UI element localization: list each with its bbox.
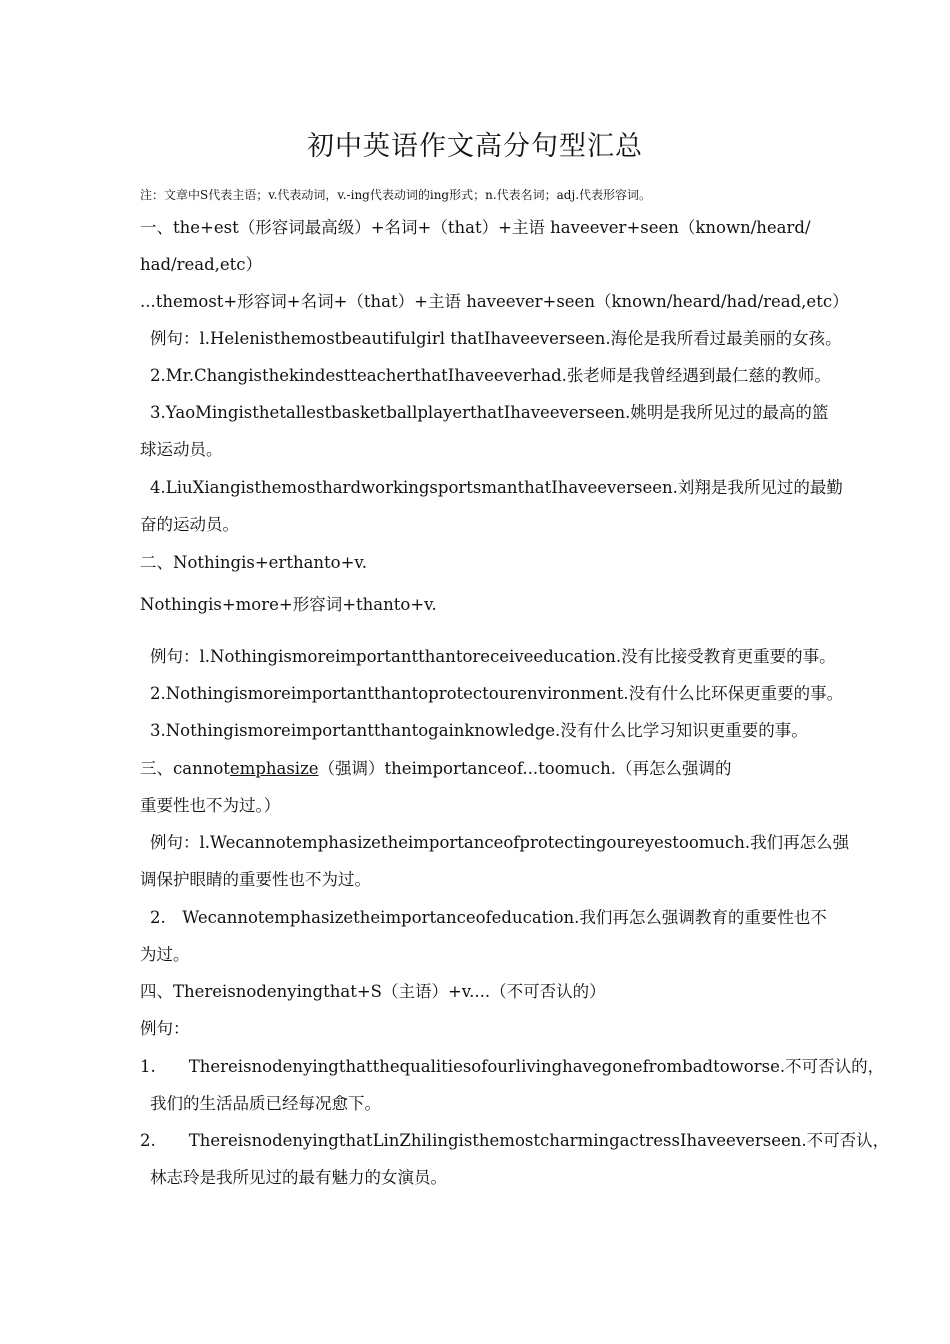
section-1-example-4: 4.LiuXiangisthemosthardworkingsportsmanthatIhaveeverseen.刘翔是我所见过的最勤 <box>150 478 843 497</box>
section-2-example-2: 2.Nothingismoreimportantthantoprotectourenvironment.没有什么比环保更重要的事。 <box>150 684 844 703</box>
section-1-example-3: 3.YaoMingisthetallestbasketballplayerthatIhaveeverseen.姚明是我所见过的最高的篮 <box>150 403 829 422</box>
section-4-example-1-cont: 我们的生活品质已经每况愈下。 <box>150 1094 381 1113</box>
section-2-heading: 二、Nothingis+erthanto+v. <box>140 553 368 572</box>
section-4-example-1: 1. Thereisnodenyingthatthequalitiesofourlivinghavegonefrombadtoworse.不可否认的， <box>140 1057 885 1076</box>
page-title: 初中英语作文高分句型汇总 <box>307 131 643 162</box>
notation-note: 注：文章中S代表主语；v.代表动词，v.-ing代表动词的ing形式；n.代表名词；adj.代表形容词。 <box>140 188 652 202</box>
section-3-underlined-term: emphasize <box>229 759 319 778</box>
section-3-heading-cont: 重要性也不为过。） <box>140 796 281 815</box>
section-2-example-1: 例句：l.Nothingismoreimportantthantoreceiveeducation.没有比接受教育更重要的事。 <box>150 647 836 666</box>
section-3-example-1: 例句：l.Wecannotemphasizetheimportanceofprotectingoureyestoomuch.我们再怎么强 <box>150 833 850 852</box>
section-1-example-3-cont: 球运动员。 <box>140 440 223 459</box>
section-3-heading <box>140 758 732 780</box>
section-1-heading: 一、the+est（形容词最高级）+名词+（that）+主语 haveever+seen（known/heard/ <box>140 218 811 237</box>
section-4-heading: 四、Thereisnodenyingthat+S（主语）+v....（不可否认的） <box>140 982 606 1001</box>
section-4-example-2-cont: 林志玲是我所见过的最有魅力的女演员。 <box>150 1168 447 1187</box>
section-4-example-label: 例句： <box>140 1019 190 1038</box>
section-3-example-2: 2. Wecannotemphasizetheimportanceofeducation.我们再怎么强调教育的重要性也不 <box>150 908 827 927</box>
section-1-variant: ...themost+形容词+名词+（that）+主语 haveever+seen（known/heard/had/read,etc） <box>140 292 849 311</box>
section-1-example-4-cont: 奋的运动员。 <box>140 515 239 534</box>
section-3-heading-suffix: （强调）theimportanceof...toomuch.（再怎么强调的 <box>318 759 732 778</box>
section-2-variant: Nothingis+more+形容词+thanto+v. <box>140 595 437 614</box>
section-2-example-3: 3.Nothingismoreimportantthantogainknowledge.没有什么比学习知识更重要的事。 <box>150 721 808 740</box>
section-1-example-2: 2.Mr.ChangisthekindestteacherthatIhaveeverhad.张老师是我曾经遇到最仁慈的教师。 <box>150 366 831 385</box>
section-1-example-1: 例句：l.Helenisthemostbeautifulgirl thatIhaveeverseen.海伦是我所看过最美丽的女孩。 <box>150 329 842 348</box>
section-3-example-1-cont: 调保护眼睛的重要性也不为过。 <box>140 870 371 889</box>
section-3-heading-prefix: 三、cannot <box>140 759 230 778</box>
section-4-example-2: 2. ThereisnodenyingthatLinZhilingisthemostcharmingactressIhaveeverseen.不可否认， <box>140 1131 890 1150</box>
section-3-example-2-cont: 为过。 <box>140 945 190 964</box>
section-1-heading-cont: had/read,etc） <box>140 255 263 274</box>
